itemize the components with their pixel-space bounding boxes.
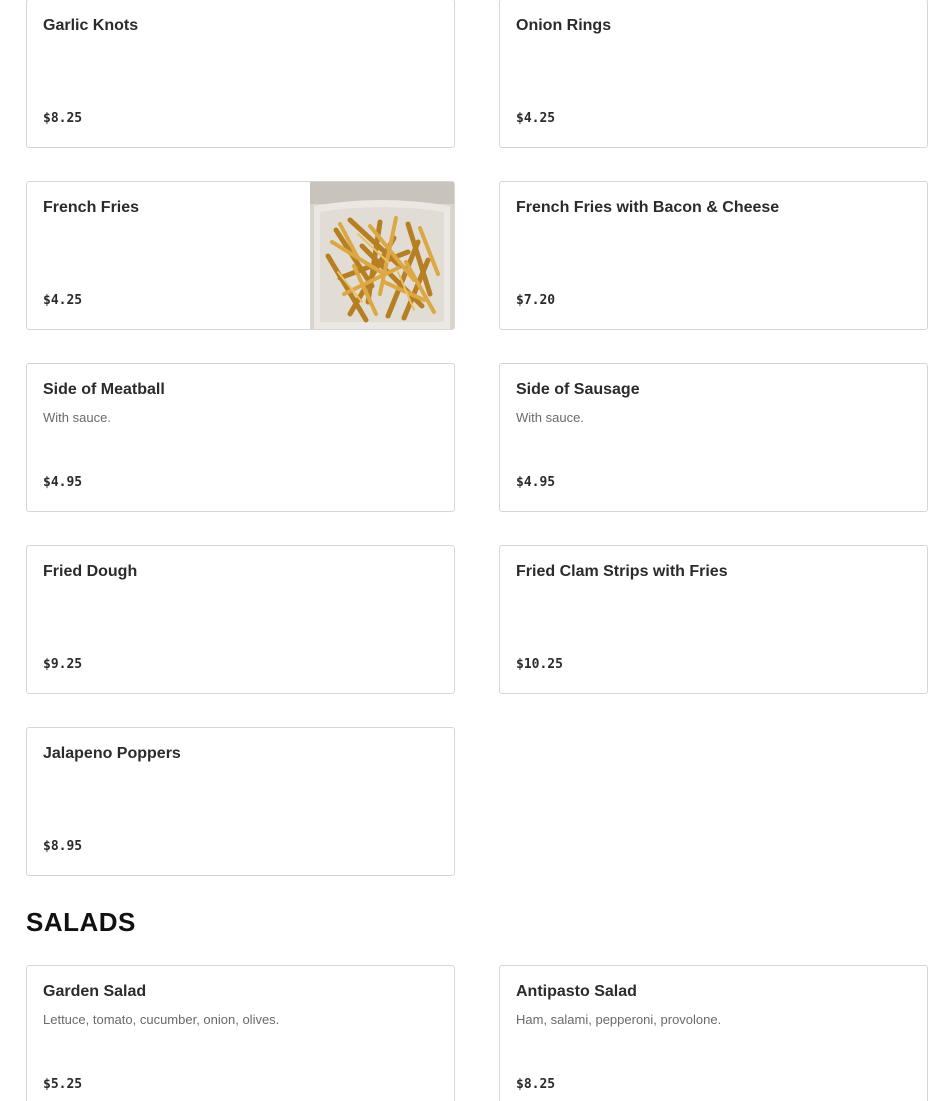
french-fries-photo xyxy=(310,182,454,329)
menu-item-name: Garden Salad xyxy=(43,983,147,1000)
menu-item-name: Fried Clam Strips with Fries xyxy=(516,563,728,580)
menu-item-name: Fried Dough xyxy=(43,563,138,580)
menu-item-price: $10.25 xyxy=(516,657,563,672)
menu-item-name: Antipasto Salad xyxy=(516,983,637,1000)
menu-item-price: $5.25 xyxy=(43,1077,83,1092)
section-title-salads: SALADS xyxy=(26,907,136,937)
menu-item-card-onion-rings[interactable] xyxy=(499,0,928,148)
menu-item-price: $4.25 xyxy=(43,293,83,308)
menu-item-name: Jalapeno Poppers xyxy=(43,745,181,762)
menu-item-description: With sauce. xyxy=(516,410,584,425)
menu-item-description: With sauce. xyxy=(43,410,111,425)
menu-item-price: $8.95 xyxy=(43,839,83,854)
menu-item-card-garden-salad[interactable] xyxy=(26,965,455,1101)
menu-item-card-fried-dough[interactable] xyxy=(26,545,455,694)
menu-item-name: Onion Rings xyxy=(516,17,612,34)
menu-item-price: $4.95 xyxy=(43,475,83,490)
menu-item-price: $8.25 xyxy=(516,1077,556,1092)
menu-item-card-antipasto-salad[interactable] xyxy=(499,965,928,1101)
menu-item-card-side-of-sausage[interactable] xyxy=(499,363,928,512)
menu-item-name: Garlic Knots xyxy=(43,17,139,34)
menu-item-price: $4.25 xyxy=(516,111,556,126)
menu-item-price: $4.95 xyxy=(516,475,556,490)
menu-item-card-garlic-knots[interactable] xyxy=(26,0,455,148)
menu-item-description: Lettuce, tomato, cucumber, onion, olives. xyxy=(43,1012,280,1027)
menu-item-name: Side of Sausage xyxy=(516,381,640,398)
menu-item-name: Side of Meatball xyxy=(43,381,165,398)
menu-item-card-french-fries-bacon-cheese[interactable] xyxy=(499,181,928,330)
menu-item-price: $7.20 xyxy=(516,293,556,308)
menu-item-price: $9.25 xyxy=(43,657,83,672)
menu-item-card-french-fries[interactable] xyxy=(26,181,455,330)
menu-item-price: $8.25 xyxy=(43,111,83,126)
menu-item-card-jalapeno-poppers[interactable] xyxy=(26,727,455,876)
menu-item-name: French Fries with Bacon & Cheese xyxy=(516,199,780,216)
menu-item-description: Ham, salami, pepperoni, provolone. xyxy=(516,1012,722,1027)
menu-item-card-fried-clam-strips[interactable] xyxy=(499,545,928,694)
menu-item-card-side-of-meatball[interactable] xyxy=(26,363,455,512)
menu-item-name: French Fries xyxy=(43,199,140,216)
